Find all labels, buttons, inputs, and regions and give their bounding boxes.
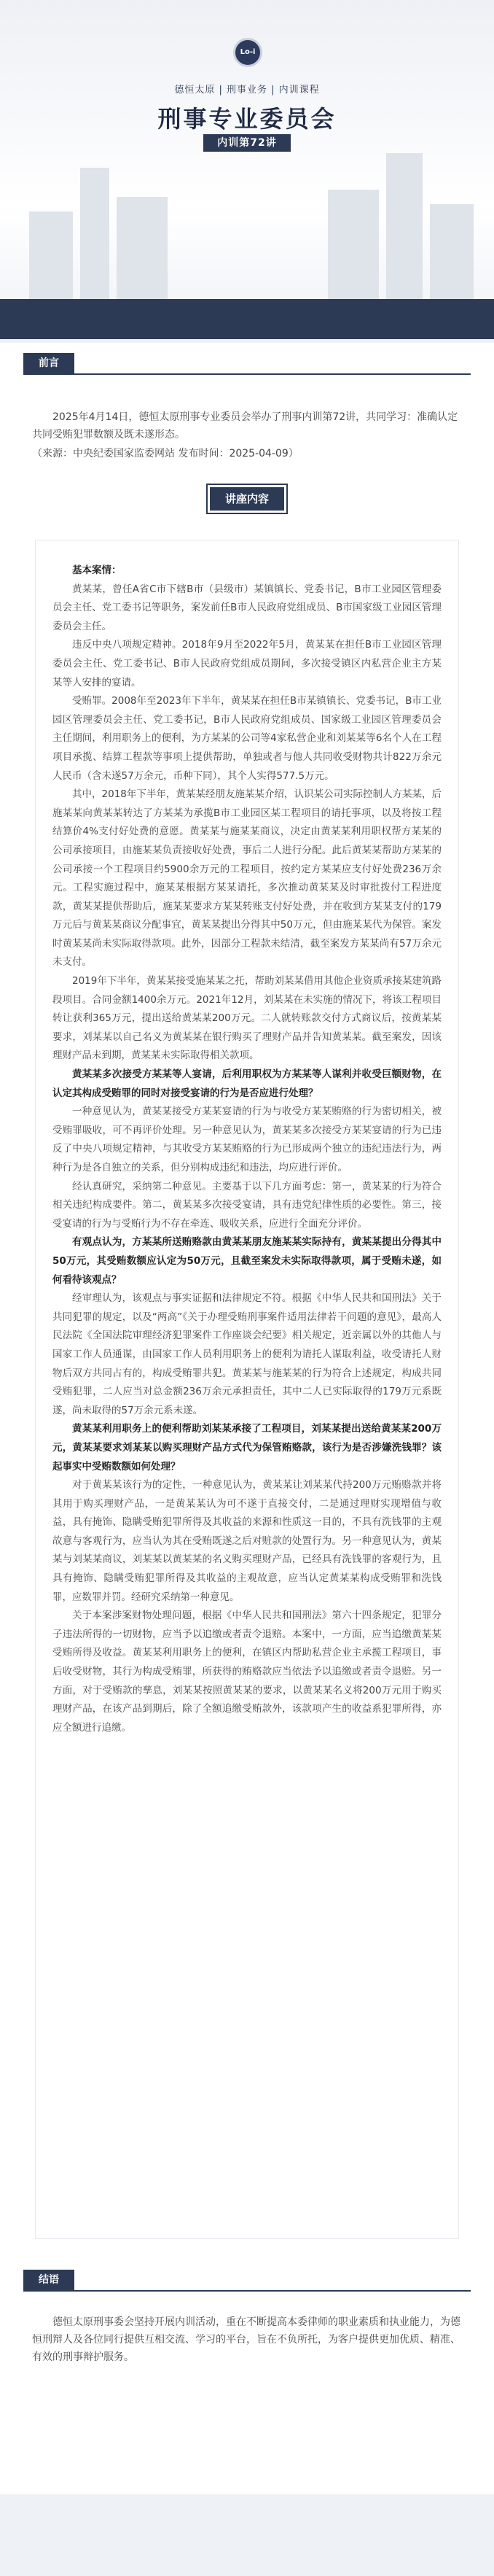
preface-tag: 前言 [23, 353, 74, 373]
body-paragraph: 违反中央八项规定精神。2018年9月至2022年5月，黄某某在担任B市工业园区管理委员会主任、党工委书记、B市人民政府党组成员期间，多次接受镇区内私营企业主方某某等人安排的宴请。 [52, 639, 442, 688]
section-label: 基本案情： [72, 565, 122, 576]
building-decoration [386, 153, 423, 299]
body-paragraph: 一种意见认为，黄某某接受方某某宴请的行为与收受方某某贿赂的行为密切相关，被受贿罪吸收，可不再评价处理。另一种意见认为，黄某某多次接受方某某宴请的行为已违反了中央八项规定精神，与其收受方某某贿赂的行为已形成两个独立的违纪违法行为，两种行为是各自独立的关系，但分别构成违纪和违法，均应进行评价。 [52, 1106, 442, 1173]
building-decoration [80, 168, 109, 299]
conclusion-tag: 结语 [23, 2270, 74, 2290]
question-heading: 黄某某利用职务上的便利帮助刘某某承接了工程项目，刘某某提出送给黄某某200万元，黄某某要求刘某某以购买理财产品方式代为保管贿赂款，该行为是否涉嫌洗钱罪？该起事实中受贿数额如何处理？ [52, 1423, 442, 1473]
page-title: 刑事专业委员会 [157, 105, 337, 133]
header-band [0, 299, 494, 339]
content-body [52, 562, 442, 1737]
building-decoration [117, 197, 168, 299]
course-content-badge [206, 484, 288, 514]
question-heading: 有观点认为，方某某所送贿赂款由黄某某朋友施某某实际持有，黄某某提出分得其中50万元，其受贿数额应认定为50万元，且截至案发未实际取得款项，属于受贿未遂，如何看待该观点？ [52, 1236, 442, 1286]
building-decoration [328, 190, 379, 299]
lecture-badge: 内训第72讲 [203, 134, 291, 152]
preface-paragraph: 2025年4月14日，德恒太原刑事专业委员会举办了刑事内训第72讲，共同学习：准确认定共同受贿犯罪数额及既未遂形态。 [32, 411, 458, 441]
body-paragraph: 黄某某，曾任A省C市下辖B市（县级市）某镇镇长、党委书记，B市工业园区管理委员会主任、党工委书记等职务，案发前任B市人民政府党组成员、B市国家级工业园区管理委员会主任。 [52, 583, 442, 632]
conclusion-paragraph: 德恒太原刑事委会坚持开展内训活动，重在不断提高本委律师的职业素质和执业能力，为德恒刑辩人及各位同行提供互相交流、学习的平台，旨在不负所托，为客户提供更加优质、精准、有效的刑事辩护服务。 [32, 2316, 460, 2363]
body-paragraph: 其中，2018年下半年，黄某某经朋友施某某介绍，认识某公司实际控制人方某某，后施某某向黄某某转达了方某某为承揽B市工业园区某工程项目的请托事项，以及将按工程结算价4%支付好处费的意愿。黄某某与施某某商议，决定由黄某某利用职权帮方某某的公司承接项目，由施某某负责接收好处费，事后二人进行分配。此后黄某某帮助方某某的公司承接一个工程项目约5900余万元的工程项目，按约定方某某应支付好处费236万余元。工程实施过程中，施某某根据方某某请托，多次推动黄某某及时审批拨付工程进度款，黄某某提供帮助后，施某某要求方某某转账支付好处费，并在收到方某某支付的179万元后与黄某某商议分配事宜，黄某某提出分得其中50万元，但由施某某代为保管。案发时黄某某尚未实际取得款项。此外，因部分工程款未结清，截至案发方某某尚有57万余元未支付。 [52, 788, 442, 969]
org-line: 德恒太原 | 刑事业务 | 内训课程 [174, 85, 320, 96]
body-paragraph: 对于黄某某该行为的定性，一种意见认为，黄某某让刘某某代持200万元贿赂款并将其用于购买理财产品，一是黄某某认为可不遂于直接交付，二是通过理财实现增值与收益，具有掩饰、隐瞒受贿犯罪所得及其收益的来源和性质这一目的，不具有洗钱罪的主观故意与客观行为，应当认为其在受贿既遂之后对赃款的处置行为。另一种意见认为，黄某某与刘某某商议，刘某某以黄某某的名义购买理财产品，已经具有洗钱罪的客观行为，且具有掩饰、隐瞒受贿犯罪所得及其收益的主观故意，应当认定黄某某构成受贿罪和洗钱罪，应数罪并罚。经研究采纳第一种意见。 [52, 1479, 442, 1603]
body-paragraph: 经审理认为，该观点与事实证据和法律规定不符。根据《中华人民共和国刑法》关于共同犯罪的规定，以及“两高”《关于办理受贿刑事案件适用法律若干问题的意见》，最高人民法院《全国法院审理经济犯罪案件工作座谈会纪要》相关规定，近亲属以外的其他人与国家工作人员通谋，由国家工作人员利用职务上的便利为请托人谋取利益，收受请托人财物后双方共同占有的，构成受贿罪共犯。黄某某与施某某的行为符合上述规定，构成共同受贿犯罪，二人应当对总金额236万余元承担责任，其中二人已实际取得的179万元系既遂，尚未取得的57万余元系未遂。 [52, 1292, 442, 1416]
header-banner [0, 0, 494, 343]
logo-icon: Lo‑i [233, 38, 262, 67]
footer-band [0, 2494, 494, 2576]
conclusion-divider [23, 2290, 471, 2292]
body-paragraph: 2019年下半年，黄某某接受施某某之托，帮助刘某某借用其他企业资质承接某建筑路段项目。合同金额1400余万元。2021年12月，刘某某在未实施的情况下，将该工程项目转让获利365万元，提出送给黄某某200万元。二人就转账款交付方式商议后，按黄某某要求，刘某某以自己名义为黄某某在银行购买了理财产品并告知黄某某。截至案发，因该理财产品未到期，黄某某未实际取得相关款项。 [52, 975, 442, 1062]
body-paragraph: 受贿罪。2008年至2023年下半年，黄某某在担任B市某镇镇长、党委书记，B市工业园区管理委员会主任、党工委书记，B市人民政府党组成员、国家级工业园区管理委员会主任期间，利用职务上的便利，为方某某的公司等4家私营企业和刘某某等6名个人在工程项目承揽、结算工程款等事项上提供帮助，单独或者与他人共同收受财物共计822万余元人民币（含未遂57万余元，币种下同），其个人实得577.5万元。 [52, 695, 442, 782]
preface-divider [23, 373, 471, 375]
body-paragraph: 关于本案涉案财物处理问题，根据《中华人民共和国刑法》第六十四条规定，犯罪分子违法所得的一切财物，应当予以追缴或者责令退赔。本案中，一方面，应当追缴黄某某受贿所得及收益。黄某某利用职务上的便利，在镇区内帮助私营企业主承揽工程项目，事后收受财物，其行为构成受贿罪，所获得的贿赂款应当依法予以追缴或者责令退赔。另一方面，对于受贿款的孳息，刘某某按照黄某某的要求，以黄某某名义将200万元用于购买理财产品，在该产品到期后，除了全额追缴受贿款外，该款项产生的收益系犯罪所得，亦应全额进行追缴。 [52, 1610, 442, 1734]
building-decoration [430, 204, 474, 299]
question-heading: 黄某某多次接受方某某等人宴请，后利用职权为方某某等人谋利并收受巨额财物，在认定其构成受贿罪的同时对接受宴请的行为是否应进行处理？ [52, 1068, 442, 1099]
body-paragraph: 经认真研究，采纳第二种意见。主要基于以下几方面考虑：第一，黄某某的行为符合相关违纪构成要件。第二，黄某某多次接受宴请，具有违党纪律性质的必要性。第三，接受宴请的行为与受贿行为不存在牵连、吸收关系，应进行全面充分评价。 [52, 1180, 442, 1230]
building-decoration [29, 212, 73, 299]
preface-source: （来源：中央纪委国家监委网站 发布时间：2025-04-09） [32, 448, 299, 459]
course-content-label: 讲座内容 [210, 487, 284, 511]
